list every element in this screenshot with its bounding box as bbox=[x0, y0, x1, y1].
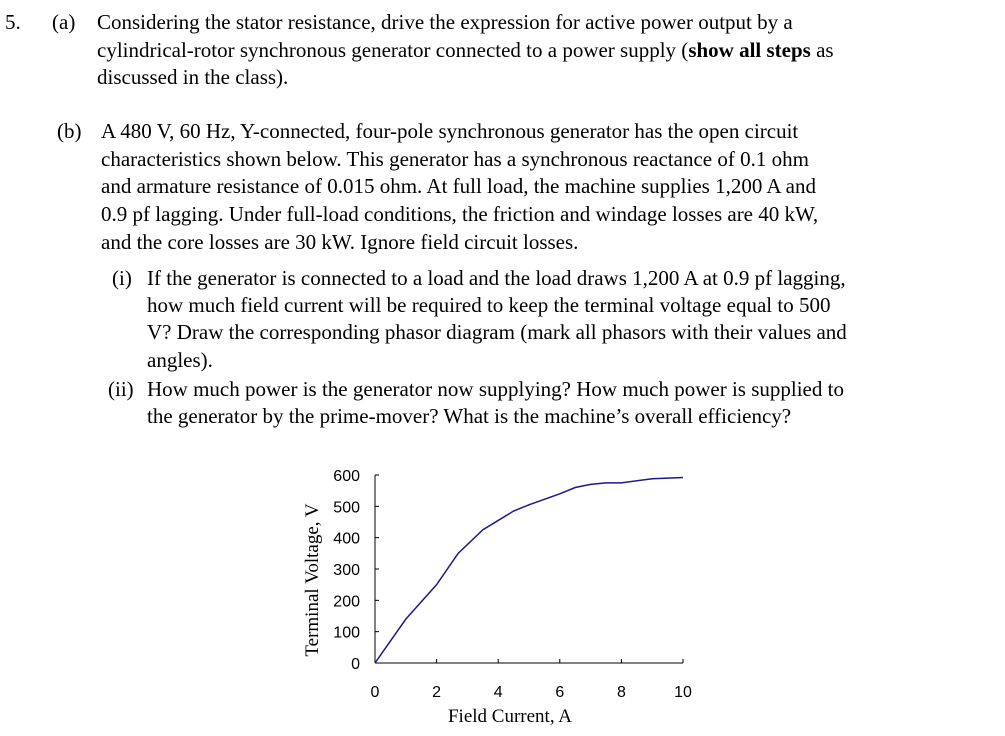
y-tick-label: 100 bbox=[333, 624, 360, 642]
part-a-line: Considering the stator resistance, drive the expression for active power output by a bbox=[97, 10, 793, 34]
x-tick-label: 6 bbox=[555, 684, 565, 701]
part-i-label: (i) bbox=[112, 266, 132, 290]
part-ii-label: (ii) bbox=[108, 377, 134, 401]
text: cylindrical-rotor synchronous generator connected to a power supply ( bbox=[97, 38, 689, 62]
part-a-label: (a) bbox=[52, 10, 76, 34]
y-tick-label: 300 bbox=[333, 562, 360, 579]
text: as bbox=[810, 38, 834, 62]
x-tick-label: 10 bbox=[674, 684, 692, 701]
y-axis-title: Terminal Voltage, V bbox=[302, 503, 323, 657]
occ-curve bbox=[375, 478, 683, 663]
part-i-line: If the generator is connected to a load and the load draws 1,200 A at 0.9 pf lagging, bbox=[147, 266, 846, 290]
x-axis-title: Field Current, A bbox=[447, 706, 573, 727]
part-i-line: how much field current will be required to keep the terminal voltage equal to 500 bbox=[147, 293, 831, 317]
part-i-line: V? Draw the corresponding phasor diagram (mark all phasors with their values and bbox=[147, 320, 847, 344]
part-ii-line: the generator by the prime-mover? What is the machine’s overall efficiency? bbox=[147, 404, 792, 428]
x-tick-label: 8 bbox=[616, 684, 626, 701]
part-b-line: and armature resistance of 0.015 ohm. At full load, the machine supplies 1,200 A and bbox=[101, 174, 817, 198]
y-tick-label: 600 bbox=[333, 468, 360, 485]
part-b-line: A 480 V, 60 Hz, Y-connected, four-pole synchronous generator has the open circuit bbox=[101, 119, 799, 143]
y-tick-label: 500 bbox=[333, 499, 360, 517]
x-tick-label: 4 bbox=[493, 684, 503, 701]
part-b-label: (b) bbox=[57, 119, 82, 143]
y-tick-label: 200 bbox=[333, 593, 360, 611]
part-i-line: angles). bbox=[147, 348, 213, 372]
y-tick-label: 400 bbox=[333, 530, 360, 548]
part-b-line: characteristics shown below. This generator has a synchronous reactance of 0.1 ohm bbox=[101, 147, 809, 171]
question-number: 5. bbox=[5, 10, 21, 34]
part-b-line: 0.9 pf lagging. Under full-load conditions, the friction and windage losses are 40 kW, bbox=[101, 202, 819, 226]
y-tick-label: 0 bbox=[351, 656, 360, 673]
x-tick-label: 2 bbox=[432, 684, 442, 701]
part-a-line: discussed in the class). bbox=[97, 65, 289, 89]
x-tick-label: 0 bbox=[370, 684, 380, 701]
part-b-line: and the core losses are 30 kW. Ignore field circuit losses. bbox=[101, 230, 579, 254]
emphasis: show all steps bbox=[688, 38, 811, 62]
part-ii-line: How much power is the generator now supplying? How much power is supplied to bbox=[147, 377, 844, 401]
